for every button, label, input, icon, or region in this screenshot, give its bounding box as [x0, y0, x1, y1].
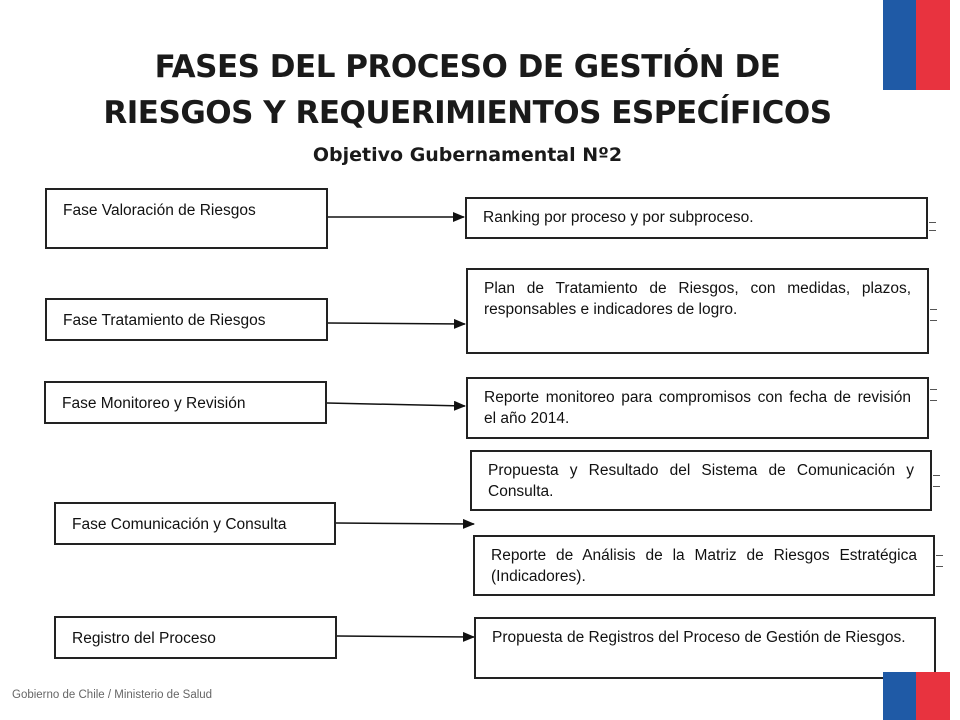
arrow-comunicacion [336, 523, 474, 524]
result-propuesta-registros [474, 617, 936, 679]
edge-tick [929, 222, 936, 223]
title-line-1: FASES DEL PROCESO DE GESTIÓN DE [154, 49, 781, 85]
result-plan-tratamiento-text: Plan de Tratamiento de Riesgos, con medidas, plazos, responsables e indicadores de logro. [484, 280, 911, 318]
title-line-2: RIESGOS Y REQUERIMIENTOS ESPECÍFICOS [103, 95, 832, 131]
edge-tick [933, 486, 940, 487]
result-reporte-monitoreo-text: Reporte monitoreo para compromisos con fecha de revisión el año 2014. [484, 389, 911, 427]
phase-valoracion-label: Fase Valoración de Riesgos [63, 202, 256, 219]
result-propuesta-registros-text: Propuesta de Registros del Proceso de Gestión de Riesgos. [492, 629, 906, 646]
arrow-tratamiento [328, 323, 465, 324]
phase-monitoreo [44, 381, 327, 424]
result-propuesta-comunicacion [470, 450, 932, 511]
phase-monitoreo-label: Fase Monitoreo y Revisión [62, 395, 246, 412]
flag-red-band [916, 672, 950, 720]
edge-tick [930, 389, 937, 390]
edge-tick [930, 320, 937, 321]
result-reporte-matriz-text: Reporte de Análisis de la Matriz de Riesgos Estratégica (Indicadores). [491, 547, 917, 585]
edge-tick [929, 230, 936, 231]
page-subtitle: Objetivo Gubernamental Nº2 [312, 144, 623, 166]
edge-tick [930, 309, 937, 310]
edge-tick [930, 400, 937, 401]
result-ranking [465, 197, 928, 239]
result-ranking-text: Ranking por proceso y por subproceso. [483, 209, 754, 226]
flag-blue-band [883, 672, 916, 720]
phase-registro [54, 616, 337, 659]
phase-tratamiento-label: Fase Tratamiento de Riesgos [63, 312, 266, 329]
result-plan-tratamiento [466, 268, 929, 354]
phase-comunicacion [54, 502, 336, 545]
edge-tick [936, 566, 943, 567]
arrow-registro [337, 636, 474, 637]
phase-comunicacion-label: Fase Comunicación y Consulta [72, 516, 287, 533]
footer-text: Gobierno de Chile / Ministerio de Salud [12, 689, 213, 701]
result-reporte-monitoreo [466, 377, 929, 439]
phase-tratamiento [45, 298, 328, 341]
chile-flag-stripe-bottom [883, 672, 950, 720]
phase-valoracion [45, 188, 328, 249]
arrow-monitoreo [327, 403, 465, 406]
result-reporte-matriz [473, 535, 935, 596]
result-propuesta-comunicacion-text: Propuesta y Resultado del Sistema de Comunicación y Consulta. [488, 462, 914, 500]
edge-tick [936, 555, 943, 556]
phase-registro-label: Registro del Proceso [72, 630, 216, 647]
edge-tick [933, 475, 940, 476]
